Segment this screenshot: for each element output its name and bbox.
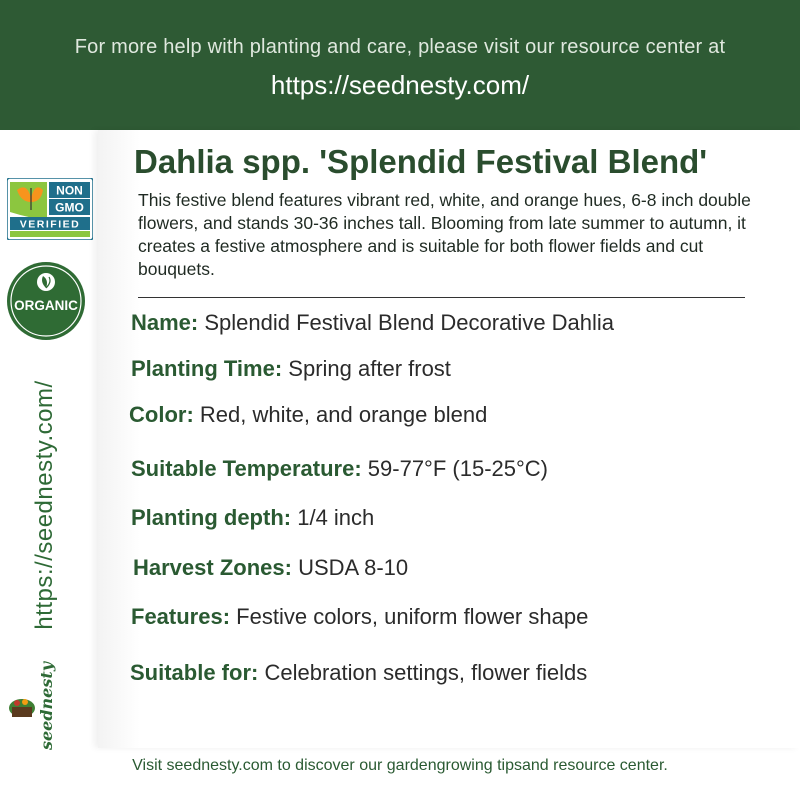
spec-value: Spring after frost bbox=[288, 356, 451, 381]
resource-url-link[interactable]: https://seednesty.com/ bbox=[270, 70, 530, 100]
vertical-url-text: https://seednesty.com/ bbox=[31, 380, 58, 630]
spec-planting-depth bbox=[131, 505, 374, 531]
brand-name-text: seednesty bbox=[37, 661, 56, 750]
product-title: Dahlia spp. 'Splendid Festival Blend' bbox=[134, 143, 708, 180]
footer-text: Visit seednesty.com to discover our gardengrowing tipsand resource center. bbox=[132, 757, 668, 774]
spec-temperature bbox=[131, 456, 548, 482]
spec-planting-time bbox=[131, 356, 451, 382]
spec-label: Planting Time: bbox=[131, 356, 283, 381]
spec-color bbox=[129, 402, 487, 428]
product-description: This festive blend features vibrant red, white, and orange hues, 6-8 inch double flowers, and stands 30-36 inches tall. Blooming from late summer to autumn, it creates a festive atmosphere and is suitable for both flower fields and cut bouquets. bbox=[138, 190, 751, 279]
spec-value: Festive colors, uniform flower shape bbox=[236, 604, 589, 629]
spec-features bbox=[131, 604, 588, 630]
spec-value: Splendid Festival Blend Decorative Dahlia bbox=[204, 310, 615, 335]
non-gmo-verified-badge bbox=[7, 178, 93, 240]
spec-value: Red, white, and orange blend bbox=[199, 402, 488, 427]
divider bbox=[138, 297, 745, 298]
spec-label: Features: bbox=[131, 604, 231, 629]
spec-value: Celebration settings, flower fields bbox=[264, 660, 588, 685]
spec-harvest-zones bbox=[133, 555, 408, 581]
spec-name bbox=[131, 310, 614, 336]
badge-organic-text: ORGANIC bbox=[14, 298, 78, 313]
badge-gmo-text: GMO bbox=[55, 200, 84, 215]
spec-label: Name: bbox=[131, 310, 199, 335]
help-text: For more help with planting and care, please visit our resource center at bbox=[74, 36, 726, 58]
spec-value: 1/4 inch bbox=[297, 505, 375, 530]
spec-label: Color: bbox=[129, 402, 194, 427]
spec-suitable-for bbox=[130, 660, 587, 686]
badge-verified-text: VERIFIED bbox=[19, 218, 81, 231]
organic-badge bbox=[5, 260, 87, 342]
spec-label: Planting depth: bbox=[131, 505, 292, 530]
spec-label: Harvest Zones: bbox=[133, 555, 292, 580]
badge-non-text: NON bbox=[56, 183, 83, 198]
top-banner bbox=[0, 0, 800, 130]
spec-value: 59-77°F (15-25°C) bbox=[367, 456, 549, 481]
spec-label: Suitable for: bbox=[130, 660, 259, 685]
spec-value: USDA 8-10 bbox=[298, 555, 409, 580]
spec-label: Suitable Temperature: bbox=[131, 456, 362, 481]
seednesty-logo bbox=[6, 660, 68, 752]
